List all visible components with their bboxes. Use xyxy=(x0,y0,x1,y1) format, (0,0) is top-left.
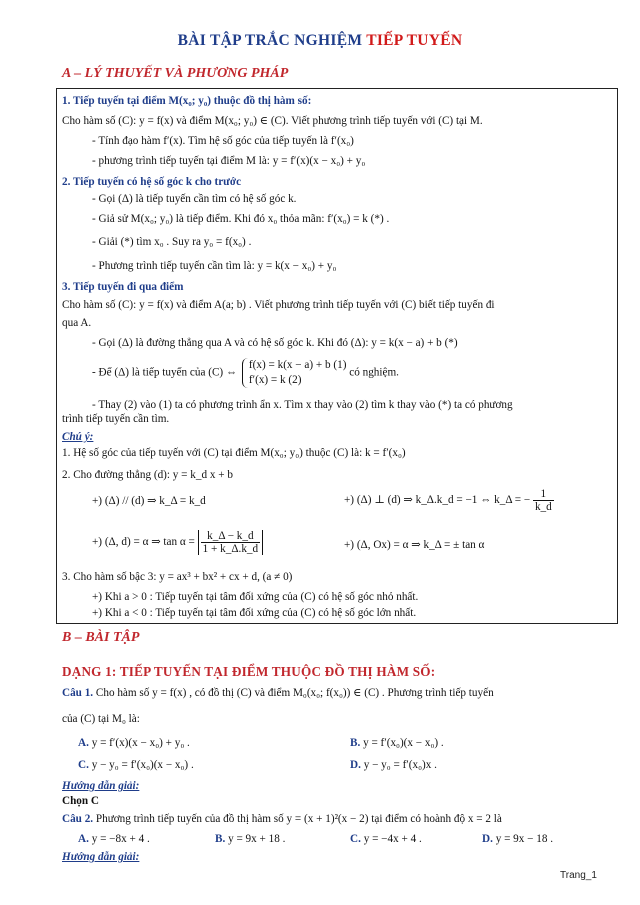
theory-step: - Phương trình tiếp tuyến cần tìm là: y = k(x − x₀) + y₀ xyxy=(92,260,337,272)
q2-option-a: A. y = −8x + 4 . xyxy=(78,833,150,845)
theory-step: - phương trình tiếp tuyến tại điểm M là: y = f′(x)(x − x₀) + y₀ xyxy=(92,155,366,167)
theory-text: Cho hàm số (C): y = f(x) và điểm M(x₀; y₀) ∈ (C). Viết phương trình tiếp tuyến với (C) tại M. xyxy=(62,115,483,127)
note-formula: +) (Δ, d) = α ⇒ tan α = $\frac{k\_\Delta - k\_d}{1 + k\_\Delta.k\_d}$ xyxy=(92,530,263,555)
theory-step: - Giả sử M(x₀; y₀) là tiếp điểm. Khi đó x₀ thỏa mãn: f′(x₀) = k (*) . xyxy=(92,213,390,225)
theory-step: - Gọi (Δ) là tiếp tuyến cần tìm có hệ số góc k. xyxy=(92,193,297,205)
page-title: BÀI TẬP TRẮC NGHIỆM TIẾP TUYẾN xyxy=(177,32,463,49)
theory-text: qua A. xyxy=(62,317,92,329)
theory-heading-2: 2. Tiếp tuyến có hệ số góc k cho trước xyxy=(62,176,242,188)
section-a-heading: A – LÝ THUYẾT VÀ PHƯƠNG PHÁP xyxy=(62,66,289,81)
tangent-condition: - Để (Δ) là tiếp tuyến của (C) ⇔ f(x) = k(x − a) + b (1) f′(x) = k (2) có nghiệm. xyxy=(92,359,399,386)
q1-option-d: D. y − y₀ = f′(x₀)x . xyxy=(350,759,437,771)
fraction: $\frac{1}{k\_d}$ xyxy=(534,488,552,513)
theory-step: - Tính đạo hàm f′(x). Tìm hệ số góc của tiếp tuyến là f′(x₀) xyxy=(92,135,354,147)
q1-option-b: B. y = f′(x₀)(x − x₀) . xyxy=(350,737,444,749)
section-b-heading: B – BÀI TẬP xyxy=(62,630,140,645)
note-item: 3. Cho hàm số bậc 3: y = ax³ + bx² + cx + d, (a ≠ 0) xyxy=(62,571,293,583)
theory-step: - Giải (*) tìm x₀ . Suy ra y₀ = f(x₀) . xyxy=(92,236,252,248)
q1-option-c: C. y − y₀ = f′(x₀)(x − x₀) . xyxy=(78,759,194,771)
note-formula: +) Khi a > 0 : Tiếp tuyến tại tâm đối xứng của (C) có hệ số góc nhỏ nhất. xyxy=(92,591,419,603)
theory-step: - Thay (2) vào (1) ta có phương trình ẩn x. Tìm x thay vào (2) tìm k thay vào (*) ta có phương xyxy=(92,399,513,411)
theory-heading-3: 3. Tiếp tuyến đi qua điểm xyxy=(62,281,184,293)
equation-system: f(x) = k(x − a) + b (1) f′(x) = k (2) xyxy=(242,358,347,388)
q2-option-b: B. y = 9x + 18 . xyxy=(215,833,286,845)
q1-option-a: A. y = f′(x)(x − x₀) + y₀ . xyxy=(78,737,190,749)
question-1-text: của (C) tại M₀ là: xyxy=(62,713,140,725)
theory-heading-1: 1. Tiếp tuyến tại điểm M(x₀; y₀) thuộc đồ thị hàm số: xyxy=(62,95,312,107)
question-1-text: Câu 1. Cho hàm số y = f(x) , có đồ thị (C) và điểm M₀(x₀; f(x₀)) ∈ (C) . Phương trình tiếp tuyến xyxy=(62,687,494,699)
q2-guide-label: Hướng dẫn giải: xyxy=(62,851,140,863)
abs-fraction: $\frac{k\_\Delta - k\_d}{1 + k\_\Delta.k\_d}$ xyxy=(198,530,263,555)
q2-option-d: D. y = 9x − 18 . xyxy=(482,833,554,845)
dang-1-heading: DẠNG 1: TIẾP TUYẾN TẠI ĐIỂM THUỘC ĐỒ THỊ HÀM SỐ: xyxy=(62,664,436,679)
note-item: 2. Cho đường thẳng (d): y = k_d x + b xyxy=(62,469,233,481)
q2-option-c: C. y = −4x + 4 . xyxy=(350,833,422,845)
page-number: Trang_1 xyxy=(560,870,597,881)
q1-guide-label: Hướng dẫn giải: xyxy=(62,780,140,792)
theory-text: Cho hàm số (C): y = f(x) và điểm A(a; b) . Viết phương trình tiếp tuyến với (C) biết tiếp tuyến đi xyxy=(62,299,495,311)
note-formula: +) (Δ) // (d) ⇒ k_Δ = k_d xyxy=(92,495,206,507)
question-2-text: Câu 2. Phương trình tiếp tuyến của đồ thị hàm số y = (x + 1)²(x − 2) tại điểm có hoành độ x = 2 là xyxy=(62,813,502,825)
q1-answer: Chọn C xyxy=(62,795,99,807)
note-label: Chú ý: xyxy=(62,431,94,443)
note-formula: +) (Δ) ⊥ (d) ⇒ k_Δ.k_d = −1 ⇔ k_Δ = − $\frac{1}{k\_d}$ xyxy=(344,488,552,513)
theory-step: trình tiếp tuyến cần tìm. xyxy=(62,413,170,425)
note-item: 1. Hệ số góc của tiếp tuyến với (C) tại điểm M(x₀; y₀) thuộc (C) là: k = f′(x₀) xyxy=(62,447,406,459)
note-formula: +) Khi a < 0 : Tiếp tuyến tại tâm đối xứng của (C) có hệ số góc lớn nhất. xyxy=(92,607,417,619)
theory-step: - Gọi (Δ) là đường thẳng qua A và có hệ số góc k. Khi đó (Δ): y = k(x − a) + b (*) xyxy=(92,337,458,349)
note-formula: +) (Δ, Ox) = α ⇒ k_Δ = ± tan α xyxy=(344,539,485,551)
